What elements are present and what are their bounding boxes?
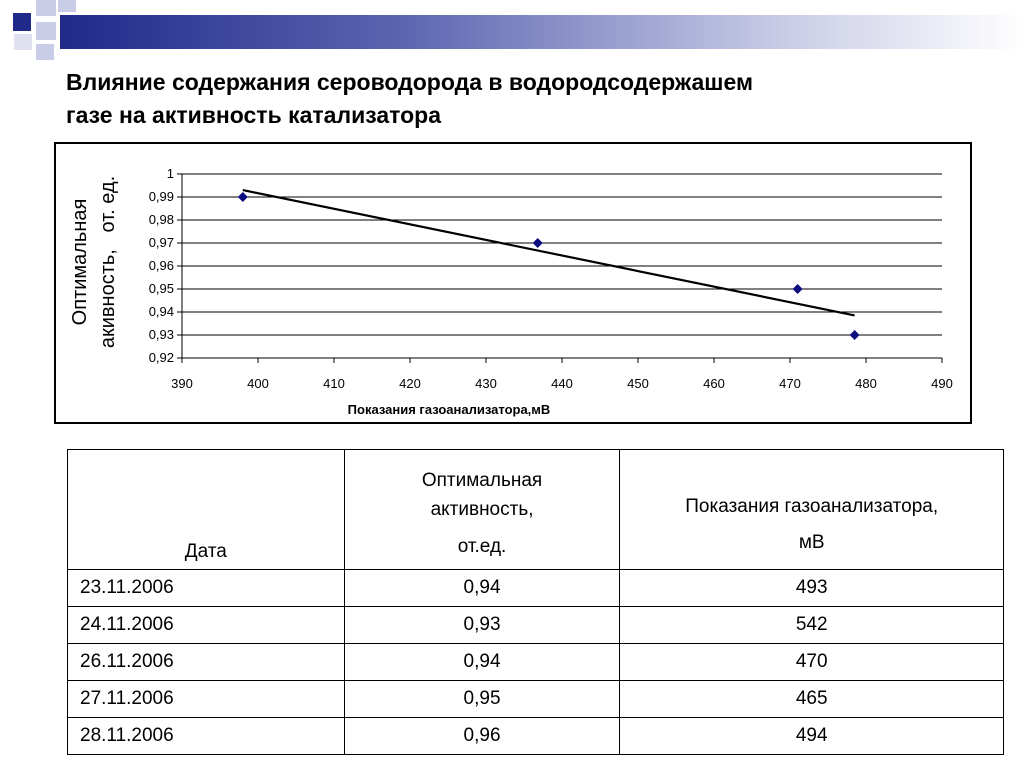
x-tick-label: 390 — [171, 376, 193, 391]
header-gas-line-1: Показания газоанализатора, — [685, 496, 939, 517]
cell-date: 24.11.2006 — [68, 607, 345, 644]
title-line-1: Влияние содержания сероводорода в водородсодержашем — [66, 69, 753, 95]
cell-date: 26.11.2006 — [68, 644, 345, 681]
x-tick-label: 460 — [703, 376, 725, 391]
y-tick-label: 0,92 — [148, 350, 174, 365]
x-tick-label: 430 — [475, 376, 497, 391]
cell-date: 28.11.2006 — [68, 718, 345, 755]
y-tick-label: 0,93 — [148, 327, 174, 342]
header-gas-line-2: мВ — [798, 532, 825, 553]
data-point — [533, 238, 543, 248]
x-axis-label: Показания газоанализатора,мВ — [347, 402, 551, 417]
cell-activity: 0,94 — [344, 570, 620, 607]
cell-gas: 542 — [620, 607, 1004, 644]
x-tick-label: 450 — [627, 376, 649, 391]
header-gradient-bar — [60, 15, 1024, 49]
cell-gas: 494 — [620, 718, 1004, 755]
chart-container — [54, 142, 972, 424]
header-gas-reading — [620, 450, 1004, 570]
scatter-chart — [56, 144, 970, 422]
x-tick-label: 420 — [399, 376, 421, 391]
table-row — [68, 644, 1004, 681]
y-axis-label-line-2: акивность, от. ед. — [97, 175, 119, 349]
decor-square — [36, 44, 54, 60]
table-row — [68, 570, 1004, 607]
x-tick-label: 470 — [779, 376, 801, 391]
cell-activity: 0,94 — [344, 644, 620, 681]
decor-square — [36, 0, 56, 16]
header-activity-line-2: активность, — [430, 499, 534, 520]
x-tick-label: 400 — [247, 376, 269, 391]
cell-activity: 0,96 — [344, 718, 620, 755]
y-tick-label: 0,96 — [148, 258, 174, 273]
y-tick-label: 0,98 — [148, 212, 174, 227]
cell-activity: 0,95 — [344, 681, 620, 718]
x-tick-labels — [171, 376, 953, 391]
title-line-2: газе на активность катализатора — [66, 102, 441, 128]
table-row — [68, 681, 1004, 718]
cell-gas: 470 — [620, 644, 1004, 681]
table-row — [68, 718, 1004, 755]
trendline — [243, 190, 855, 315]
y-tick-label: 0,94 — [148, 304, 174, 319]
y-tick-label: 1 — [166, 166, 174, 181]
x-tick-label: 490 — [931, 376, 953, 391]
header-activity-line-3: от.ед. — [457, 536, 507, 557]
header-activity-line-1: Оптимальная — [421, 470, 543, 491]
header-date-label: Дата — [184, 541, 227, 562]
cell-gas: 465 — [620, 681, 1004, 718]
y-tick-labels — [149, 166, 174, 365]
y-tick-label: 0,95 — [148, 281, 174, 296]
trendline-group — [243, 190, 855, 315]
data-point — [850, 330, 860, 340]
data-point — [793, 284, 803, 294]
data-table — [67, 449, 1004, 755]
cell-date: 27.11.2006 — [68, 681, 345, 718]
header-activity — [344, 450, 620, 570]
x-tick-label: 440 — [551, 376, 573, 391]
y-axis-label-line-1: Оптимальная — [69, 198, 91, 326]
decor-square — [36, 22, 56, 40]
x-tick-label: 480 — [855, 376, 877, 391]
table-row — [68, 607, 1004, 644]
x-tick-label: 410 — [323, 376, 345, 391]
cell-gas: 493 — [620, 570, 1004, 607]
cell-activity: 0,93 — [344, 607, 620, 644]
data-point — [238, 192, 248, 202]
slide-title — [66, 66, 966, 132]
header-date — [68, 450, 345, 570]
decor-square — [58, 0, 76, 12]
y-tick-label: 0,97 — [148, 235, 174, 250]
table-header-row — [68, 450, 1004, 570]
decor-square — [14, 34, 32, 50]
y-tick-label: 0,99 — [148, 189, 174, 204]
cell-date: 23.11.2006 — [68, 570, 345, 607]
decor-square — [13, 13, 31, 31]
